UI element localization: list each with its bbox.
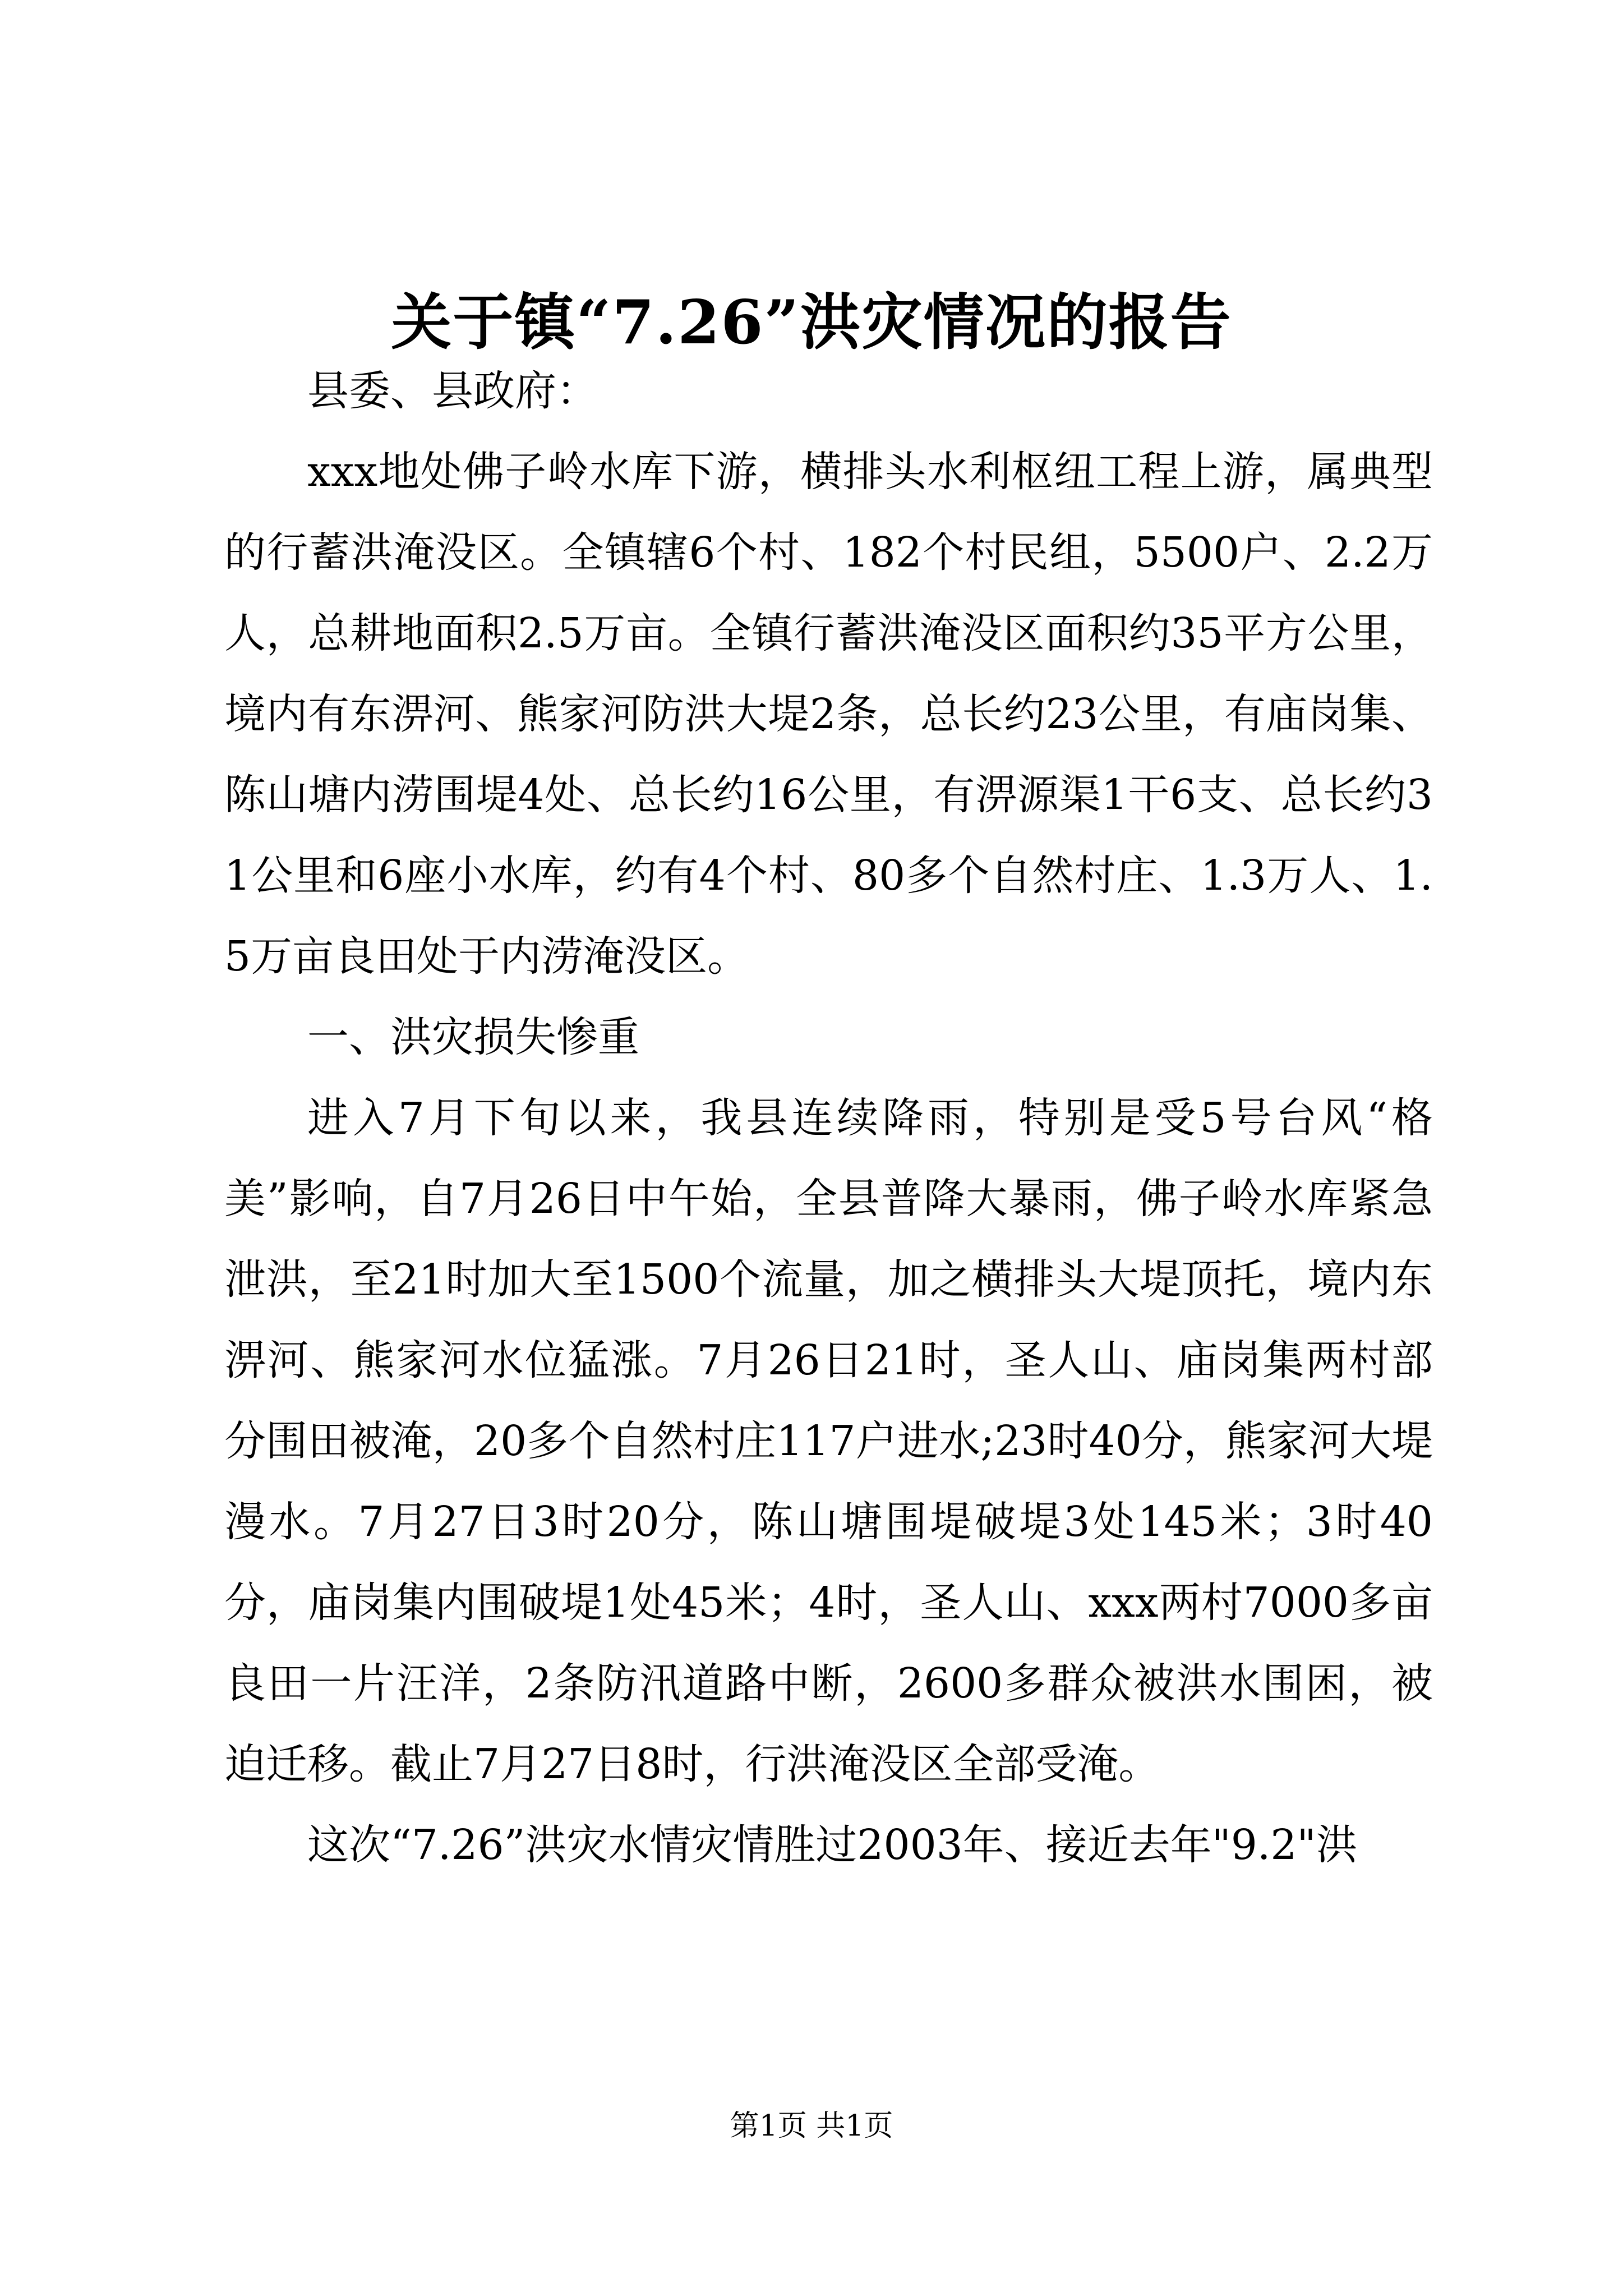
document-body [224,351,1433,1885]
paragraph-flood-events: 进入7月下旬以来，我县连续降雨，特别是受5号台风“格美”影响，自7月26日中午始，全县普降大暴雨，佛子岭水库紧急泄洪，至21时加大至1500个流量，加之横排头大堤顶托，境内东淠河、熊家河水位猛涨。7月26日21时，圣人山、庙岗集两村部分围田被淹，20多个自然村庄117户进水;23时40分，熊家河大堤漫水。7月27日3时20分，陈山塘围堤破堤3处145米；3时40分，庙岗集内围破堤1处45米；4时，圣人山、xxx两村7000多亩良田一片汪洋，2条防汛道路中断，2600多群众被洪水围困，被迫迁移。截止7月27日8时，行洪淹没区全部受淹。 [224,1094,1433,1788]
paragraph-overview: xxx地处佛子岭水库下游，横排头水利枢纽工程上游，属典型的行蓄洪淹没区。全镇辖6个村、182个村民组，5500户、2.2万人，总耕地面积2.5万亩。全镇行蓄洪淹没区面积约35平方公里，境内有东淠河、熊家河防洪大堤2条，总长约23公里，有庙岗集、陈山塘内涝围堤4处、总长约16公里，有淠源渠1干6支、总长约31公里和6座小水库，约有4个村、80多个自然村庄、1.3万人、1.5万亩良田处于内涝淹没区。 [224,448,1433,981]
paragraph-comparison: 这次“7.26”洪灾水情灾情胜过2003年、接近去年"9.2"洪 [307,1821,1358,1869]
page-footer: 第1页 共1页 [730,2109,893,2143]
section-heading-losses: 一、洪灾损失惨重 [307,1013,639,1061]
document-title: 关于镇“7.26”洪灾情况的报告 [391,287,1232,358]
salutation: 县委、县政府： [307,367,598,415]
